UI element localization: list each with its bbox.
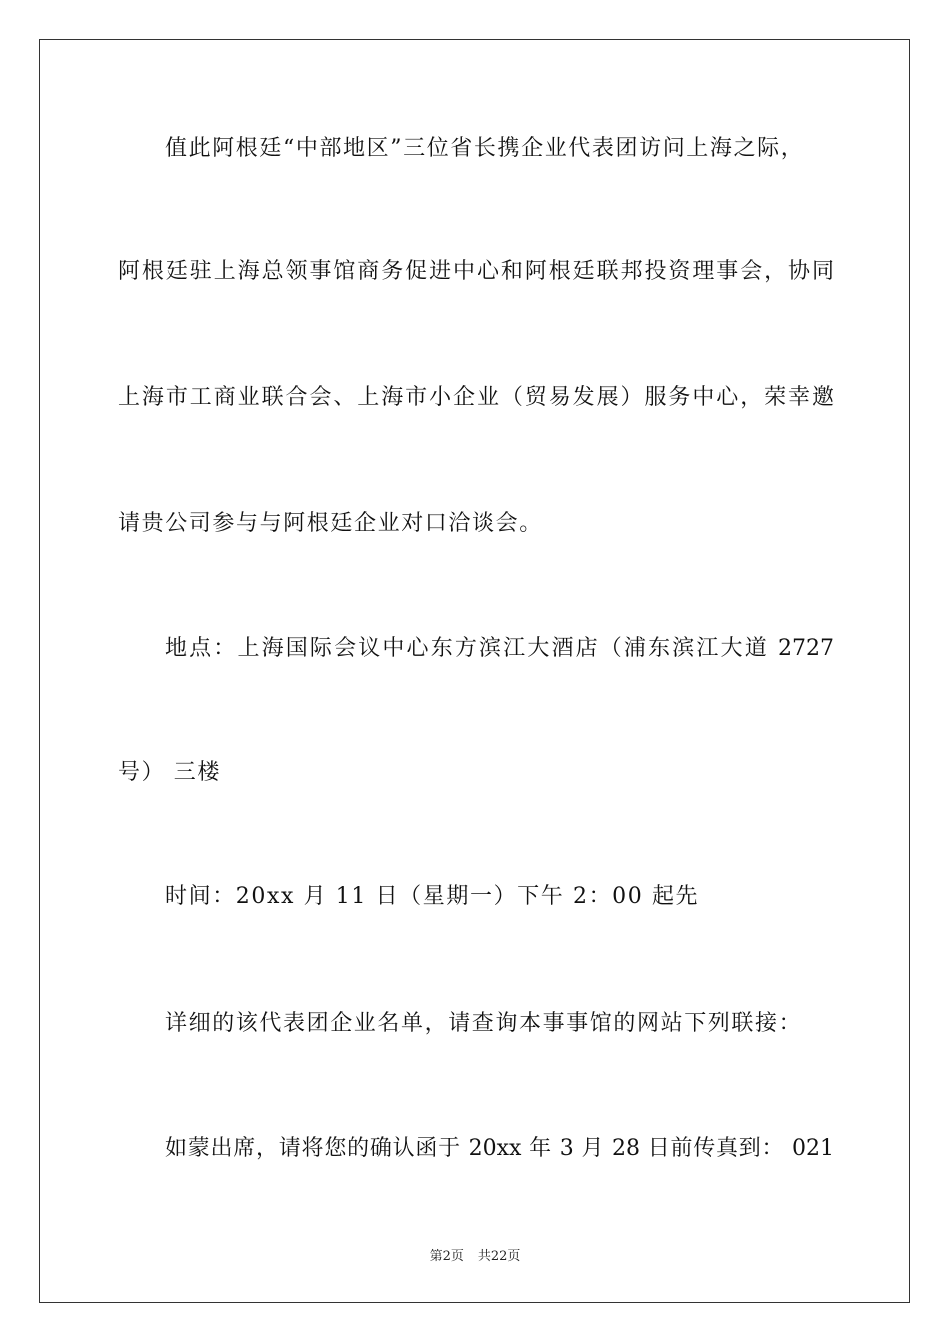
location-line: 地点：上海国际会议中心东方滨江大酒店（浦东滨江大道 2727 [165,636,834,661]
location-line-continued: 号） 三楼 [118,760,221,785]
page-number: 第2页 [429,1249,464,1264]
paragraph-line-1: 值此阿根廷“中部地区”三位省长携企业代表团访问上海之际， [165,136,805,161]
time-line: 时间：20xx 月 11 日（星期一）下午 2：00 起先 [165,884,700,909]
paragraph-line-4: 请贵公司参与与阿根廷企业对口洽谈会。 [118,511,543,536]
paragraph-line-3: 上海市工商业联合会、上海市小企业（贸易发展）服务中心，荣幸邀 [118,385,834,410]
page-border [39,39,910,1303]
paragraph-line-2: 阿根廷驻上海总领事馆商务促进中心和阿根廷联邦投资理事会，协同 [118,259,834,284]
company-list-line: 详细的该代表团企业名单，请查询本事事馆的网站下列联接： [165,1011,803,1036]
rsvp-line: 如蒙出席，请将您的确认函于 20xx 年 3 月 28 日前传真到： 021 [165,1136,834,1161]
page-footer [0,1248,950,1266]
page-total: 共22页 [477,1249,521,1264]
